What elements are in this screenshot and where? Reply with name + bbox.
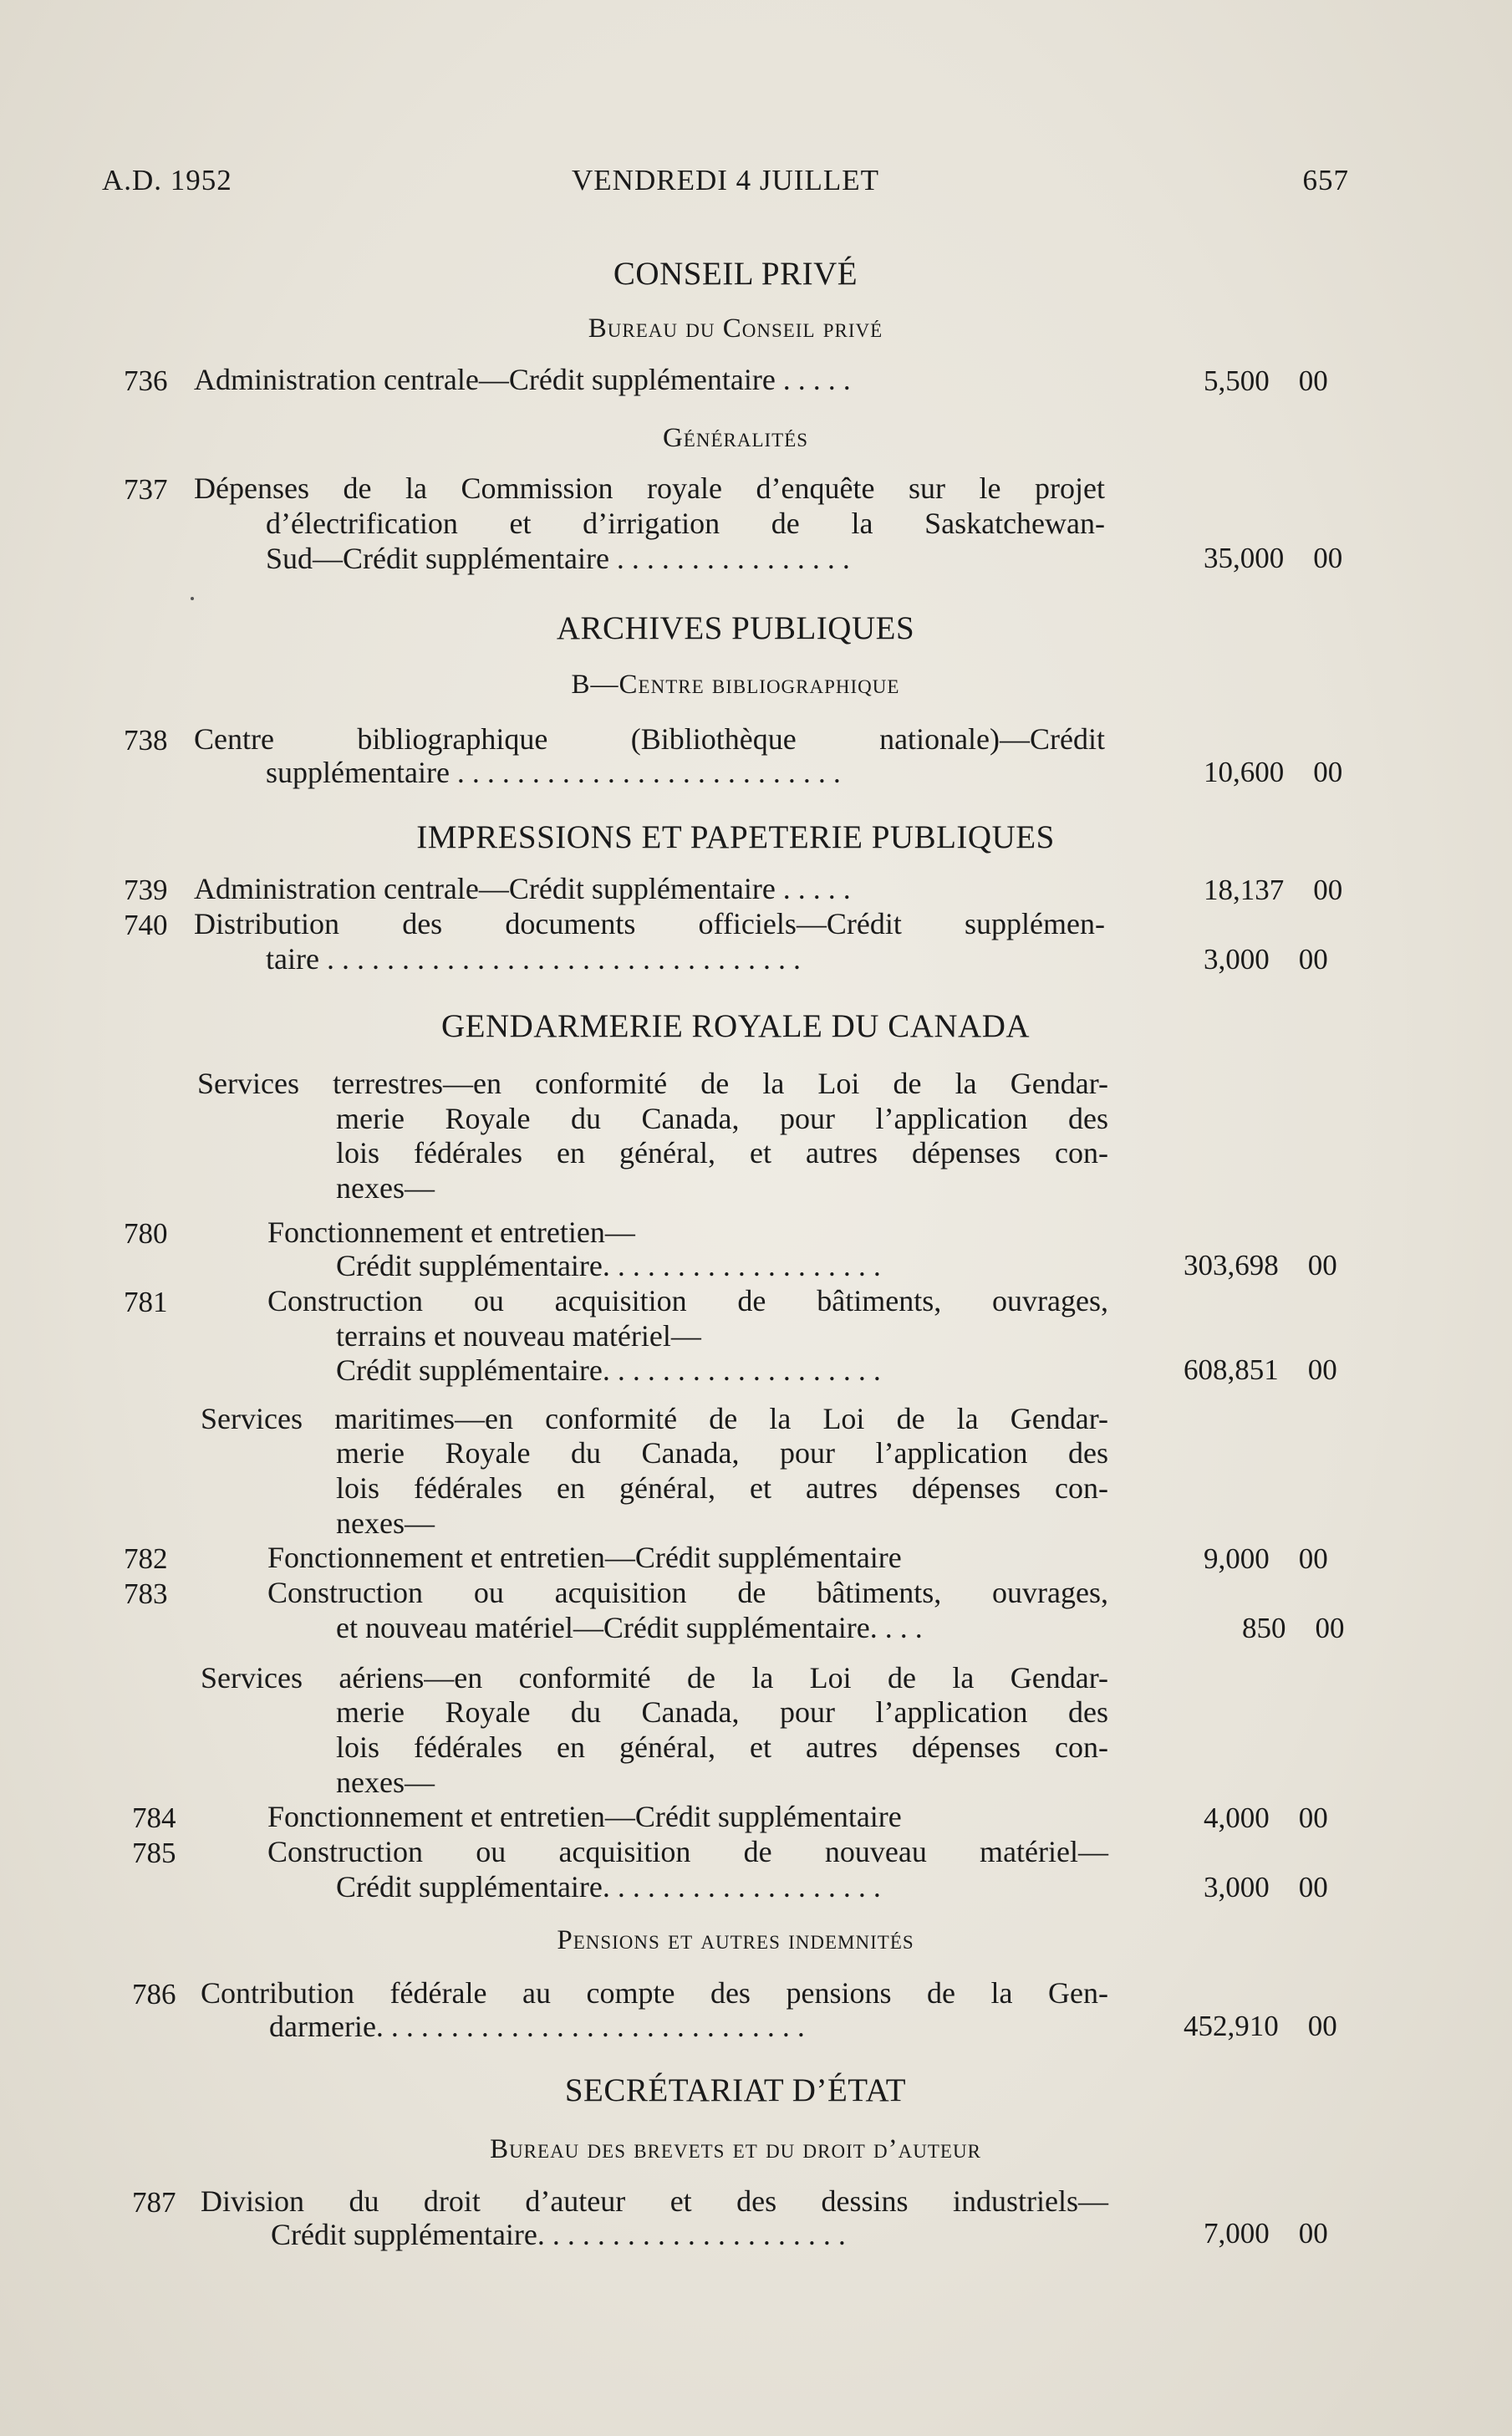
amount-cents: 00 <box>1313 542 1343 574</box>
item-780-line-1: Fonctionnement et entretien— <box>267 1215 635 1249</box>
item-782-text: Fonctionnement et entretien—Crédit supplémentaire <box>267 1541 902 1574</box>
amount-cents: 00 <box>1298 1802 1328 1834</box>
item-781-line-3: Crédit supplémentaire. . . . . . . . . . . . . . . . . . . <box>336 1353 881 1387</box>
amount-cents: 00 <box>1313 756 1343 788</box>
subheading-generalites: Généralités <box>662 423 809 453</box>
item-783-line-1: Construction ou acquisition de bâtiments, ouvrages, <box>267 1576 1108 1609</box>
section-heading-archives: ARCHIVES PUBLIQUES <box>556 610 915 646</box>
section-heading-gendarmerie: GENDARMERIE ROYALE DU CANADA <box>440 1008 1031 1044</box>
services-aeriens-line-1: Services aériens—en conformité de la Loi de la Gendar- <box>201 1661 1108 1694</box>
section-heading-secretariat: SECRÉTARIAT D’ÉTAT <box>564 2072 907 2108</box>
item-787-line-1: Division du droit d’auteur et des dessins industriels— <box>201 2184 1108 2218</box>
services-maritimes-line-2: merie Royale du Canada, pour l’application des <box>336 1436 1108 1470</box>
amount-value: 3,000 <box>1204 943 1270 976</box>
print-speck <box>191 597 194 600</box>
amount-cents: 00 <box>1298 943 1328 976</box>
item-785-amount <box>1204 1871 1328 1904</box>
amount-value: 452,910 <box>1184 2010 1279 2042</box>
item-number-780: 780 <box>124 1217 168 1250</box>
item-737-amount <box>1204 542 1342 575</box>
item-786-line-2: darmerie. . . . . . . . . . . . . . . . . . . . . . . . . . . . . <box>269 2010 805 2043</box>
item-782-amount <box>1204 1542 1328 1576</box>
amount-value: 35,000 <box>1204 542 1285 574</box>
item-number-737: 737 <box>124 473 168 506</box>
item-737-line-3: Sud—Crédit supplémentaire . . . . . . . . . . . . . . . . <box>266 542 850 575</box>
subheading-bureau-conseil: Bureau du Conseil privé <box>588 313 883 344</box>
header-date: VENDREDI 4 JUILLET <box>572 164 879 196</box>
services-aeriens-line-2: merie Royale du Canada, pour l’application des <box>336 1695 1108 1729</box>
item-780-amount <box>1184 1249 1337 1282</box>
item-737-line-1: Dépenses de la Commission royale d’enquête sur le projet <box>194 471 1105 505</box>
item-787-line-2: Crédit supplémentaire. . . . . . . . . . . . . . . . . . . . . <box>271 2218 846 2251</box>
services-maritimes-line-4: nexes— <box>336 1506 435 1540</box>
amount-cents: 00 <box>1307 1249 1337 1282</box>
item-number-787: 787 <box>132 2186 176 2219</box>
subheading-pensions: Pensions et autres indemnités <box>557 1925 914 1955</box>
item-781-line-2: terrains et nouveau matériel— <box>336 1319 701 1353</box>
item-781-line-1: Construction ou acquisition de bâtiments, ouvrages, <box>267 1284 1108 1317</box>
item-number-739: 739 <box>124 874 168 906</box>
amount-cents: 00 <box>1313 874 1343 906</box>
amount-cents: 00 <box>1298 1871 1328 1903</box>
amount-value: 4,000 <box>1204 1802 1270 1834</box>
header-year: A.D. 1952 <box>102 164 232 196</box>
item-number-782: 782 <box>124 1542 168 1575</box>
running-header <box>102 164 1349 204</box>
item-number-783: 783 <box>124 1577 168 1610</box>
services-terrestres-line-1: Services terrestres—en conformité de la Loi de la Gendar- <box>197 1067 1108 1100</box>
item-number-736: 736 <box>124 364 168 397</box>
item-736-amount <box>1204 364 1328 398</box>
amount-cents: 00 <box>1307 1353 1337 1386</box>
item-739-amount <box>1204 874 1342 907</box>
item-number-784: 784 <box>132 1802 176 1834</box>
item-786-amount <box>1184 2010 1337 2043</box>
section-heading-conseil-prive: CONSEIL PRIVÉ <box>613 256 858 292</box>
amount-cents: 00 <box>1298 364 1328 397</box>
item-783-amount <box>1242 1612 1345 1645</box>
amount-value: 608,851 <box>1184 1353 1279 1386</box>
item-number-740: 740 <box>124 909 168 941</box>
section-heading-impressions: IMPRESSIONS ET PAPETERIE PUBLIQUES <box>416 819 1055 855</box>
amount-value: 18,137 <box>1204 874 1285 906</box>
item-785-line-2: Crédit supplémentaire. . . . . . . . . . . . . . . . . . . <box>336 1870 881 1903</box>
item-740-line-1: Distribution des documents officiels—Crédit supplémen- <box>194 907 1105 940</box>
item-740-line-2: taire . . . . . . . . . . . . . . . . . . . . . . . . . . . . . . . . <box>266 942 801 976</box>
amount-cents: 00 <box>1298 1542 1328 1575</box>
services-maritimes-line-1: Services maritimes—en conformité de la Loi de la Gendar- <box>201 1402 1108 1435</box>
item-738-line-1: Centre bibliographique (Bibliothèque nationale)—Crédit <box>194 722 1105 756</box>
item-738-amount <box>1204 756 1342 789</box>
services-terrestres-line-3: lois fédérales en général, et autres dépenses con- <box>336 1136 1108 1170</box>
amount-value: 303,698 <box>1184 1249 1279 1282</box>
item-784-text: Fonctionnement et entretien—Crédit supplémentaire <box>267 1800 902 1833</box>
services-maritimes-line-3: lois fédérales en général, et autres dépenses con- <box>336 1471 1108 1505</box>
item-780-line-2: Crédit supplémentaire. . . . . . . . . . . . . . . . . . . <box>336 1249 881 1282</box>
services-aeriens-line-3: lois fédérales en général, et autres dépenses con- <box>336 1730 1108 1764</box>
amount-cents: 00 <box>1307 2010 1337 2042</box>
item-number-786: 786 <box>132 1978 176 2010</box>
item-784-amount <box>1204 1802 1328 1835</box>
subheading-brevets: Bureau des brevets et du droit d’auteur <box>490 2134 981 2164</box>
amount-cents: 00 <box>1298 2217 1328 2250</box>
page-number: 657 <box>1302 164 1349 196</box>
amount-value: 7,000 <box>1204 2217 1270 2250</box>
amount-value: 850 <box>1242 1612 1286 1644</box>
services-aeriens-line-4: nexes— <box>336 1766 435 1799</box>
item-736-text: Administration centrale—Crédit supplémentaire . . . . . <box>194 363 851 396</box>
item-740-amount <box>1204 943 1328 976</box>
services-terrestres-line-2: merie Royale du Canada, pour l’application des <box>336 1102 1108 1135</box>
item-785-line-1: Construction ou acquisition de nouveau matériel— <box>267 1835 1108 1868</box>
item-737-line-2: d’électrification et d’irrigation de la Saskatchewan- <box>266 507 1105 540</box>
amount-value: 9,000 <box>1204 1542 1270 1575</box>
services-terrestres-line-4: nexes— <box>336 1171 435 1205</box>
amount-value: 10,600 <box>1204 756 1285 788</box>
item-781-amount <box>1184 1353 1337 1387</box>
item-number-781: 781 <box>124 1286 168 1318</box>
amount-cents: 00 <box>1315 1612 1345 1644</box>
item-739-text: Administration centrale—Crédit supplémentaire . . . . . <box>194 872 851 905</box>
item-783-line-2: et nouveau matériel—Crédit supplémentaire. . . . <box>336 1611 923 1644</box>
item-number-785: 785 <box>132 1837 176 1869</box>
amount-value: 3,000 <box>1204 1871 1270 1903</box>
item-786-line-1: Contribution fédérale au compte des pensions de la Gen- <box>201 1976 1108 2010</box>
subheading-centre-bibliographique: B—Centre bibliographique <box>571 670 900 700</box>
item-number-738: 738 <box>124 724 168 757</box>
item-738-line-2: supplémentaire . . . . . . . . . . . . . . . . . . . . . . . . . . <box>266 756 841 789</box>
amount-value: 5,500 <box>1204 364 1270 397</box>
item-787-amount <box>1204 2217 1328 2250</box>
